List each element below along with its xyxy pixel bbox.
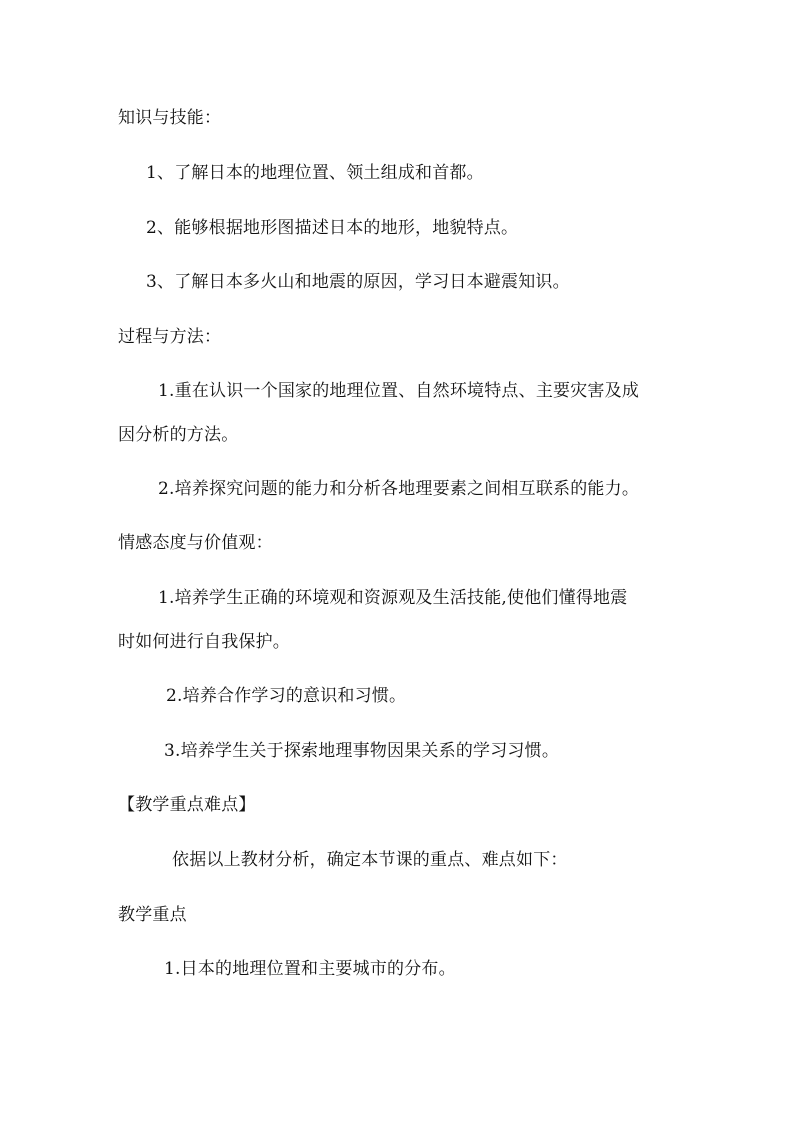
focus-item-1: 1.日本的地理位置和主要城市的分布。 xyxy=(164,959,456,979)
attitude-item-1-line-1: 1.培养学生正确的环境观和资源观及生活技能,使他们懂得地震 xyxy=(158,588,628,608)
heading-teaching-focus: 教学重点 xyxy=(118,905,187,925)
knowledge-item-3: 3、了解日本多火山和地震的原因，学习日本避震知识。 xyxy=(146,272,570,292)
heading-key-difficult-points: 【教学重点难点】 xyxy=(118,795,256,815)
attitude-item-1-line-2: 时如何进行自我保护。 xyxy=(118,632,290,652)
knowledge-item-1: 1、了解日本的地理位置、领土组成和首都。 xyxy=(146,163,484,183)
process-item-1-line-1: 1.重在认识一个国家的地理位置、自然环境特点、主要灾害及成 xyxy=(158,381,640,401)
process-item-2: 2.培养探究问题的能力和分析各地理要素之间相互联系的能力。 xyxy=(158,479,640,499)
knowledge-item-2: 2、能够根据地形图描述日本的地形，地貌特点。 xyxy=(146,218,519,238)
attitude-item-3: 3.培养学生关于探索地理事物因果关系的学习习惯。 xyxy=(164,741,560,761)
process-item-1-line-2: 因分析的方法。 xyxy=(118,425,239,445)
attitude-item-2: 2.培养合作学习的意识和习惯。 xyxy=(166,686,407,706)
heading-process-methods: 过程与方法： xyxy=(118,327,222,347)
heading-knowledge-skills: 知识与技能： xyxy=(118,108,222,128)
analysis-intro: 依据以上教材分析，确定本节课的重点、难点如下： xyxy=(172,850,568,870)
heading-attitude-values: 情感态度与价值观： xyxy=(118,533,273,553)
